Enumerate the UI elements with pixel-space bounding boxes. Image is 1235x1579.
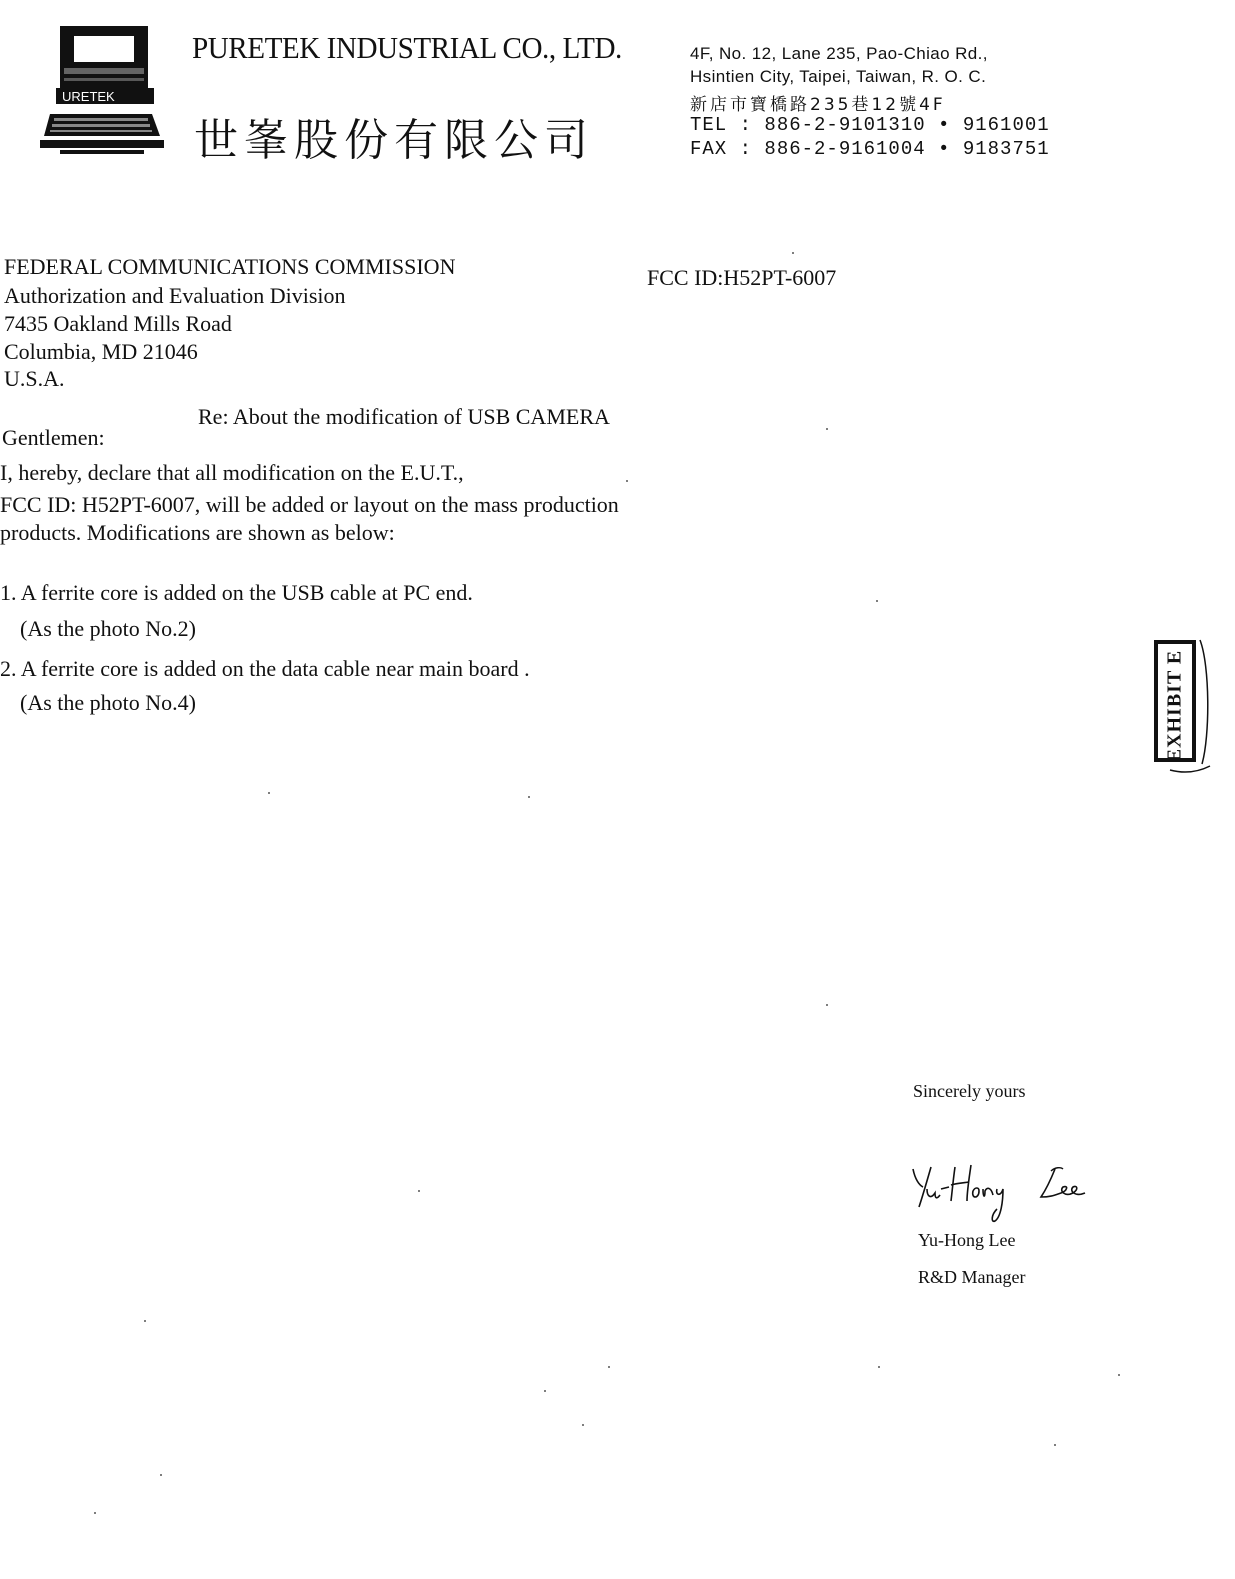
signer-title: R&D Manager [918,1267,1026,1287]
subject-line: Re: About the modification of USB CAMERA [198,404,610,429]
exhibit-stamp [1150,636,1214,776]
scan-speck [418,1190,420,1192]
scan-speck [826,1004,828,1006]
fax-line: FAX : 886-2-9161004 • 9183751 [690,138,1050,160]
scan-speck [528,796,530,798]
modification-note-2: (As the photo No.4) [20,690,196,715]
company-name-en: PURETEK INDUSTRIAL CO., LTD. [192,30,622,65]
scan-speck [826,428,828,430]
computer-logo-icon [40,18,165,158]
scan-speck [626,480,628,482]
recipient-line-1: FEDERAL COMMUNICATIONS COMMISSION [4,254,456,279]
intro-line-1: I, hereby, declare that all modification on the E.U.T., [0,460,464,485]
recipient-line-2: Authorization and Evaluation Division [4,283,346,308]
intro-line-2: FCC ID: H52PT-6007, will be added or layout on the mass production [0,492,619,517]
company-name-zh: 世峯股份有限公司 [194,115,594,166]
scan-speck [160,1474,162,1476]
scan-speck [94,1512,96,1514]
scan-speck [544,1390,546,1392]
scan-speck [608,1366,610,1368]
modification-note-1: (As the photo No.2) [20,616,196,641]
scan-speck [1054,1444,1056,1446]
recipient-line-5: U.S.A. [4,366,65,391]
scan-speck [876,600,878,602]
scan-speck [582,1424,584,1426]
handwritten-signature-icon [905,1155,1125,1235]
scan-speck [878,1366,880,1368]
modification-item-2: 2. A ferrite core is added on the data cable near main board . [0,656,530,681]
exhibit-label: EXHIBIT E [1163,649,1186,763]
company-logo [40,18,165,158]
address-line-zh: 新店市寶橋路235巷12號4F [690,95,946,115]
signer-name: Yu-Hong Lee [918,1230,1016,1250]
logo-text: URETEK [62,89,115,104]
address-line-2: Hsintien City, Taipei, Taiwan, R. O. C. [690,67,987,86]
salutation: Gentlemen: [2,425,105,450]
tel-line: TEL : 886-2-9101310 • 9161001 [690,114,1050,136]
intro-line-3: products. Modifications are shown as below: [0,520,395,545]
recipient-line-3: 7435 Oakland Mills Road [4,311,232,336]
scan-speck [268,792,270,794]
recipient-line-4: Columbia, MD 21046 [4,339,198,364]
fcc-id: FCC ID:H52PT-6007 [647,265,837,290]
scan-speck [1118,1374,1120,1376]
address-line-1: 4F, No. 12, Lane 235, Pao-Chiao Rd., [690,44,988,63]
signature [905,1155,1125,1235]
modification-item-1: 1. A ferrite core is added on the USB cable at PC end. [0,580,473,605]
closing: Sincerely yours [913,1081,1026,1101]
scan-speck [144,1320,146,1322]
scan-speck [792,252,794,254]
